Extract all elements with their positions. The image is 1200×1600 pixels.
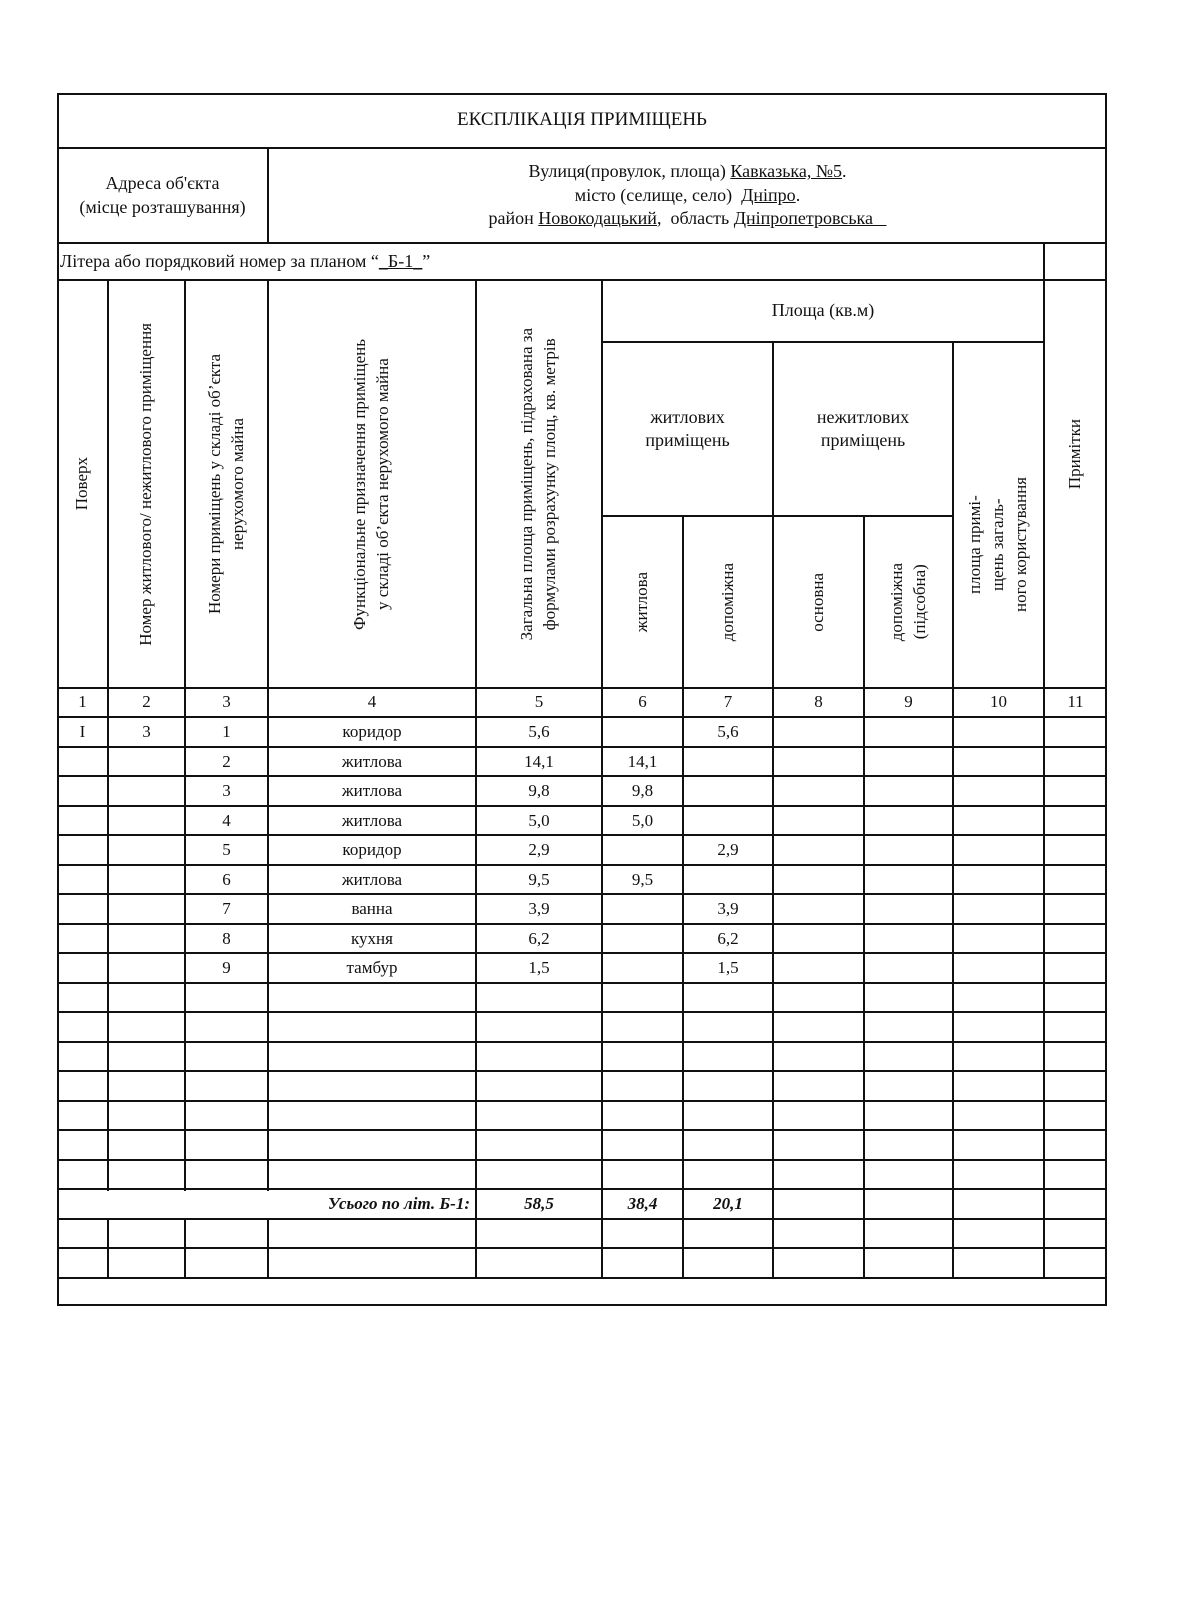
document-title: ЕКСПЛІКАЦІЯ ПРИМІЩЕНЬ (457, 109, 707, 131)
table-cell-floor (57, 806, 108, 836)
table-cell-function: коридор (342, 839, 402, 859)
table-cell-room: 7 (222, 898, 231, 918)
column-divider (952, 894, 954, 925)
header-floor (57, 280, 108, 688)
table-cell-function: тамбур (346, 957, 398, 977)
table-cell-total: 9,8 (528, 780, 550, 800)
header-area-group: Площа (кв.м) (771, 300, 875, 321)
column-divider (682, 1130, 684, 1161)
column-divider (682, 1101, 684, 1132)
column-divider (267, 1248, 269, 1279)
table-cell-room: 3 (222, 780, 231, 800)
column-divider (601, 1071, 603, 1102)
header-nonres-main (773, 516, 864, 688)
column-divider (772, 1071, 774, 1102)
table-cell-function: житлова (341, 869, 403, 889)
column-number: 2 (142, 692, 151, 712)
divider (863, 516, 865, 689)
table-cell-function: житлова (341, 810, 403, 830)
table-cell-room: 6 (222, 869, 231, 889)
column-divider (184, 1012, 186, 1043)
table-cell-function: ванна (351, 898, 393, 918)
litera-line (60, 243, 1040, 280)
region-value: Дніпропетровська (733, 208, 873, 229)
table-cell-unit (108, 747, 185, 777)
column-divider (952, 1219, 954, 1250)
column-divider (475, 1219, 477, 1250)
table-cell-living (602, 835, 683, 865)
column-divider (952, 1071, 954, 1102)
column-number: 6 (638, 692, 647, 712)
divider (475, 280, 477, 689)
header-function-text (349, 339, 395, 630)
divider (267, 280, 269, 689)
column-divider (1043, 1071, 1045, 1102)
column-number: 5 (534, 692, 544, 712)
header-total-area (476, 280, 602, 688)
column-divider (107, 1071, 109, 1102)
litera-value: _Б-1_ (378, 250, 423, 271)
column-divider (772, 983, 774, 1014)
nonresidential-group-line2: приміщень (820, 430, 906, 450)
function-line2: у складі об’єкта нерухомого майна (373, 358, 392, 610)
column-divider (1043, 1130, 1045, 1161)
column-divider (952, 1012, 954, 1043)
column-number: 4 (367, 692, 377, 712)
column-divider (267, 1071, 269, 1102)
column-number: 8 (814, 692, 823, 712)
row-divider (57, 1247, 1107, 1249)
header-nonres-main-text: основна (808, 572, 828, 632)
city-prefix: місто (селище, село) (574, 184, 733, 205)
column-divider (863, 835, 865, 866)
table-cell-aux: 6,2 (717, 928, 739, 948)
column-divider (1043, 747, 1045, 778)
table-cell-function: житлова (341, 780, 403, 800)
street-prefix: Вулиця(провулок, площа) (528, 161, 726, 182)
column-divider (772, 1012, 774, 1043)
district-prefix: район (488, 208, 534, 229)
column-divider (475, 1160, 477, 1191)
column-divider (475, 1130, 477, 1161)
column-divider (952, 747, 954, 778)
row-divider (57, 1100, 1107, 1102)
column-divider (601, 983, 603, 1014)
table-cell-aux: 5,6 (717, 721, 739, 741)
table-cell-room: 5 (222, 839, 231, 859)
column-divider (863, 1071, 865, 1102)
address-value (268, 148, 1107, 243)
column-divider (952, 835, 954, 866)
column-number: 3 (222, 692, 231, 712)
city-line: місто (селище, село) Дніпро. (574, 184, 801, 205)
column-divider (863, 806, 865, 837)
column-divider (601, 1219, 603, 1250)
header-nonres-aux-text (886, 563, 932, 641)
column-divider (863, 1042, 865, 1073)
column-divider (1043, 1101, 1045, 1132)
column-divider (267, 1012, 269, 1043)
table-cell-living: 5,0 (631, 810, 654, 830)
column-divider (184, 983, 186, 1014)
table-cell-unit: 3 (142, 721, 151, 741)
totals-total: 58,5 (524, 1193, 554, 1213)
divider (1043, 243, 1045, 280)
column-divider (1043, 776, 1045, 807)
function-line1: Функціональне призначення приміщень (350, 338, 370, 630)
column-divider (184, 1248, 186, 1279)
table-cell-aux: 2,9 (717, 839, 739, 859)
column-divider (682, 1042, 684, 1073)
column-divider (107, 1012, 109, 1043)
district-line: район Новокодацький, область Дніпропетровська (488, 208, 873, 229)
table-cell-total: 3,9 (528, 898, 550, 918)
address-label-line2: (місце розташування) (79, 196, 246, 217)
column-divider (863, 1189, 865, 1220)
table-cell-aux (683, 865, 773, 895)
column-divider (267, 1101, 269, 1132)
column-divider (952, 806, 954, 837)
total-area-line2: формулами розрахунку площ, кв. метрів (540, 337, 559, 631)
column-divider (601, 1130, 603, 1161)
column-divider (772, 1160, 774, 1191)
column-divider (1043, 894, 1045, 925)
row-divider (57, 1159, 1107, 1161)
column-divider (184, 1071, 186, 1102)
column-divider (1043, 1219, 1045, 1250)
litera-prefix: Літера або порядковий номер за планом “ (60, 250, 379, 271)
address-label-line1: Адреса об'єкта (105, 173, 220, 194)
column-divider (952, 1248, 954, 1279)
column-divider (863, 953, 865, 984)
column-divider (267, 983, 269, 1014)
table-cell-total: 5,0 (528, 810, 550, 830)
column-divider (601, 1248, 603, 1279)
column-divider (772, 1219, 774, 1250)
column-divider (863, 776, 865, 807)
column-divider (952, 1130, 954, 1161)
column-divider (1043, 1012, 1045, 1043)
table-cell-floor (57, 953, 108, 983)
column-divider (863, 983, 865, 1014)
table-cell-total: 1,5 (528, 957, 550, 977)
header-room-numbers (185, 280, 268, 688)
table-cell-floor (57, 924, 108, 954)
row-divider (57, 1070, 1107, 1072)
column-divider (184, 1160, 186, 1191)
column-divider (475, 1042, 477, 1073)
header-function (268, 280, 476, 688)
table-cell-floor (57, 894, 108, 924)
header-common-area (953, 342, 1044, 688)
table-cell-floor (57, 776, 108, 806)
column-divider (863, 1160, 865, 1191)
table-cell-aux: 1,5 (717, 957, 739, 977)
header-unit-number-text: Номер житлового/ нежитлового приміщення (136, 322, 156, 646)
column-divider (863, 717, 865, 748)
table-cell-unit (108, 806, 185, 836)
column-divider (267, 1160, 269, 1191)
column-divider (107, 1160, 109, 1191)
row-divider (57, 1041, 1107, 1043)
header-total-area-text (516, 328, 562, 640)
header-notes (1044, 280, 1107, 688)
column-divider (107, 1101, 109, 1132)
column-divider (863, 1101, 865, 1132)
table-cell-floor (57, 747, 108, 777)
divider (772, 342, 774, 689)
column-divider (1043, 953, 1045, 984)
table-cell-total: 2,9 (528, 839, 550, 859)
city-value: Дніпро (741, 184, 796, 205)
header-residential-living (602, 516, 683, 688)
column-divider (1043, 1160, 1045, 1191)
table-cell-living: 14,1 (627, 751, 658, 771)
litera-suffix: ” (422, 250, 431, 271)
table-cell-total: 9,5 (528, 869, 550, 889)
column-divider (107, 1248, 109, 1279)
header-room-numbers-text (204, 354, 250, 614)
column-divider (682, 1012, 684, 1043)
table-cell-living: 9,8 (631, 780, 654, 800)
divider (952, 342, 954, 689)
column-divider (475, 1012, 477, 1043)
table-cell-floor (57, 865, 108, 895)
common-line2: щень загаль- (988, 498, 1008, 592)
street-line: Вулиця(провулок, площа) Кавказька, №5. (528, 161, 847, 182)
table-cell-function: кухня (351, 928, 393, 948)
table-cell-aux: 3,9 (717, 898, 739, 918)
header-residential-group (602, 342, 773, 516)
column-number: 1 (78, 692, 87, 712)
column-divider (863, 865, 865, 896)
column-divider (682, 1248, 684, 1279)
column-divider (682, 1160, 684, 1191)
divider (184, 280, 186, 689)
column-divider (772, 1101, 774, 1132)
column-divider (952, 1042, 954, 1073)
table-cell-aux (683, 747, 773, 777)
table-cell-room: 4 (222, 810, 231, 830)
nonres-aux-line2: (підсобна) (909, 564, 929, 640)
column-divider (863, 894, 865, 925)
column-divider (863, 1130, 865, 1161)
divider (1043, 280, 1045, 689)
column-divider (475, 1071, 477, 1102)
column-divider (267, 1042, 269, 1073)
column-divider (952, 953, 954, 984)
nonres-aux-line1: допоміжна (886, 562, 906, 642)
column-divider (1043, 806, 1045, 837)
column-divider (1043, 1042, 1045, 1073)
table-cell-living (602, 953, 683, 983)
room-numbers-line2: нерухомого майна (227, 418, 247, 550)
residential-group-line2: приміщень (645, 430, 730, 450)
column-divider (1043, 1248, 1045, 1279)
header-residential-aux (683, 516, 773, 688)
column-divider (1043, 865, 1045, 896)
address-label (57, 148, 268, 243)
table-cell-total: 14,1 (524, 751, 554, 771)
column-divider (952, 717, 954, 748)
column-divider (863, 747, 865, 778)
table-cell-total: 5,6 (528, 721, 550, 741)
totals-aux: 20,1 (713, 1193, 743, 1213)
column-divider (1043, 835, 1045, 866)
divider (107, 280, 109, 689)
table-cell-unit (108, 924, 185, 954)
table-cell-aux (683, 776, 773, 806)
column-divider (1043, 1189, 1045, 1220)
table-cell-unit (108, 776, 185, 806)
table-cell-living (602, 924, 683, 954)
row-divider (57, 1277, 1107, 1279)
column-divider (107, 1219, 109, 1250)
common-line3: ного користування (1010, 477, 1030, 613)
table-cell-living (602, 894, 683, 924)
table-cell-function: житлова (341, 751, 403, 771)
column-divider (772, 1042, 774, 1073)
header-floor-text: Поверх (72, 457, 92, 511)
column-divider (772, 1130, 774, 1161)
column-divider (682, 1219, 684, 1250)
column-divider (184, 1042, 186, 1073)
column-divider (601, 1012, 603, 1043)
column-divider (1043, 717, 1045, 748)
street-value: Кавказька, №5 (730, 161, 843, 182)
column-divider (1043, 983, 1045, 1014)
column-divider (863, 1219, 865, 1250)
column-divider (107, 1130, 109, 1161)
table-cell-unit (108, 835, 185, 865)
residential-group-line1: житлових (650, 406, 725, 427)
table-cell-living: 9,5 (631, 869, 654, 889)
column-divider (682, 1071, 684, 1102)
column-divider (184, 1101, 186, 1132)
table-cell-floor (57, 835, 108, 865)
table-cell-unit (108, 894, 185, 924)
column-divider (952, 776, 954, 807)
table-cell-floor: I (79, 721, 86, 741)
column-divider (475, 1248, 477, 1279)
room-numbers-line1: Номери приміщень у складі об’єкта (204, 353, 224, 615)
district-value: Новокодацький (538, 208, 657, 229)
region-prefix: область (670, 208, 730, 229)
header-nonresidential-group (773, 342, 953, 516)
totals-living: 38,4 (627, 1193, 658, 1213)
column-divider (475, 983, 477, 1014)
row-divider (57, 1129, 1107, 1131)
total-area-line1: Загальна площа приміщень, підрахована за (517, 327, 537, 641)
header-notes-text: Примітки (1065, 418, 1085, 490)
column-number: 7 (723, 692, 733, 712)
common-line1: площа примі- (965, 495, 985, 595)
column-divider (1043, 924, 1045, 955)
column-divider (601, 1160, 603, 1191)
column-divider (952, 865, 954, 896)
column-divider (952, 1101, 954, 1132)
column-divider (601, 1042, 603, 1073)
column-divider (952, 1189, 954, 1220)
column-divider (475, 1101, 477, 1132)
column-divider (863, 1012, 865, 1043)
column-divider (267, 1130, 269, 1161)
column-divider (601, 1101, 603, 1132)
column-divider (772, 1248, 774, 1279)
header-residential-living-text: житлова (632, 571, 652, 633)
table-cell-function: коридор (342, 721, 402, 741)
column-divider (682, 983, 684, 1014)
column-divider (107, 983, 109, 1014)
column-divider (863, 924, 865, 955)
header-residential-aux-text: допоміжна (717, 562, 737, 642)
column-divider (184, 1219, 186, 1250)
column-number: 11 (1067, 692, 1084, 712)
header-nonres-aux (864, 516, 953, 688)
column-divider (952, 1160, 954, 1191)
header-common-area-text (964, 477, 1033, 612)
table-cell-room: 8 (222, 928, 231, 948)
totals-label: Усього по літ. Б-1: (327, 1193, 470, 1213)
nonresidential-group-line1: нежитлових (816, 406, 910, 427)
divider (601, 280, 603, 689)
table-cell-aux (683, 806, 773, 836)
column-divider (184, 1130, 186, 1161)
column-divider (952, 983, 954, 1014)
header-unit-number (108, 280, 185, 688)
table-cell-room: 2 (222, 751, 231, 771)
column-divider (863, 1248, 865, 1279)
divider (682, 516, 684, 689)
column-number: 9 (904, 692, 913, 712)
column-divider (267, 1219, 269, 1250)
row-divider (57, 1011, 1107, 1013)
table-cell-total: 6,2 (528, 928, 550, 948)
column-divider (107, 1042, 109, 1073)
table-cell-living (602, 717, 683, 747)
table-cell-unit (108, 865, 185, 895)
table-cell-room: 9 (222, 957, 231, 977)
column-divider (952, 924, 954, 955)
table-cell-room: 1 (222, 721, 231, 741)
table-cell-unit (108, 953, 185, 983)
column-number: 10 (990, 692, 1007, 712)
